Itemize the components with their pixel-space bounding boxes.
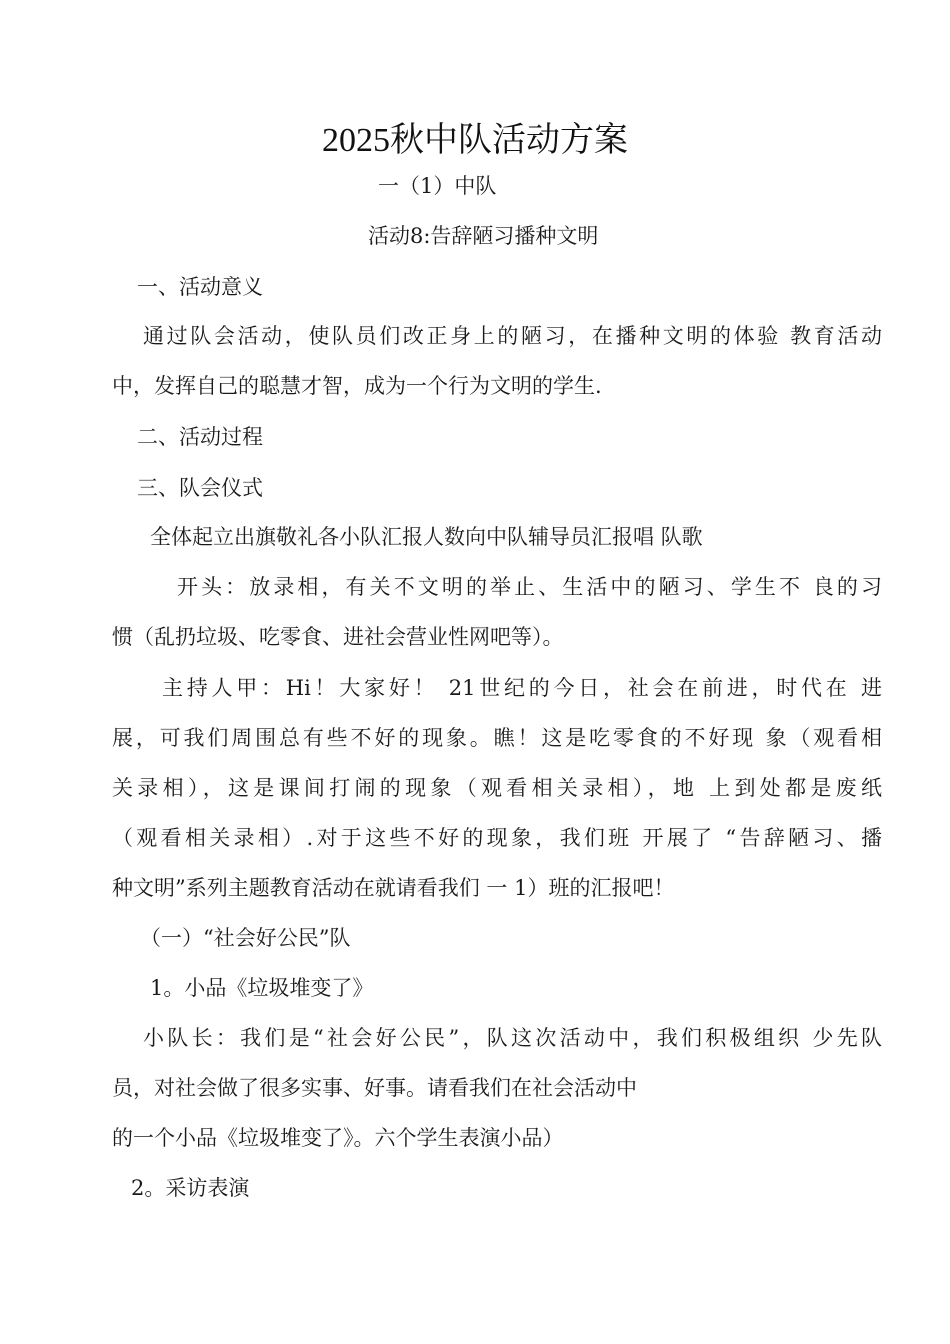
paragraph-line: 关录相），这是课间打闹的现象（观看相关录相），地 上到处都是废纸 bbox=[112, 776, 882, 800]
paragraph-line: 通过队会活动，使队员们改正身上的陋习，在播种文明的体验 教育活动 bbox=[143, 324, 882, 348]
paragraph-line: 员，对社会做了很多实事、好事。请看我们在社会活动中 bbox=[112, 1076, 637, 1100]
item-heading: 2。采访表演 bbox=[131, 1176, 250, 1200]
item-heading: 1。小品《垃圾堆变了》 bbox=[150, 976, 374, 1000]
paragraph-line: 主持人甲：Hi！大家好！ 21世纪的今日，社会在前进，时代在 进 bbox=[162, 676, 882, 700]
paragraph-line: 种文明”系列主题教育活动在就请看我们 一 1）班的汇报吧！ bbox=[112, 876, 675, 900]
paragraph-line: 小队长：我们是“社会好公民”，队这次活动中，我们积极组织 少先队 bbox=[143, 1026, 882, 1050]
section-heading-2: 二、活动过程 bbox=[137, 425, 263, 449]
section-heading-1: 一、活动意义 bbox=[137, 275, 263, 299]
subsection-heading: （一）“社会好公民”队 bbox=[140, 926, 351, 950]
paragraph-line: 开头：放录相，有关不文明的举止、生活中的陋习、学生不 良的习 bbox=[177, 575, 882, 599]
paragraph-line: 惯（乱扔垃圾、吃零食、进社会营业性网吧等）。 bbox=[112, 625, 564, 649]
paragraph-line: 展，可我们周围总有些不好的现象。瞧！这是吃零食的不好现 象（观看相 bbox=[112, 726, 882, 750]
paragraph-line: 中，发挥自己的聪慧才智，成为一个行为文明的学生. bbox=[112, 374, 602, 398]
section-heading-3: 三、队会仪式 bbox=[137, 476, 263, 500]
document-title: 2025秋中队活动方案 bbox=[322, 122, 628, 159]
paragraph-line: 全体起立出旗敬礼各小队汇报人数向中队辅导员汇报唱 队歌 bbox=[150, 525, 703, 549]
activity-title: 活动8:告辞陋习播种文明 bbox=[368, 224, 599, 248]
paragraph-line: 的一个小品《垃圾堆变了》。六个学生表演小品） bbox=[112, 1126, 564, 1150]
class-name: 一（1）中队 bbox=[378, 174, 497, 198]
paragraph-line: （观看相关录相）.对于这些不好的现象，我们班 开展了 “告辞陋习、播 bbox=[112, 826, 882, 850]
